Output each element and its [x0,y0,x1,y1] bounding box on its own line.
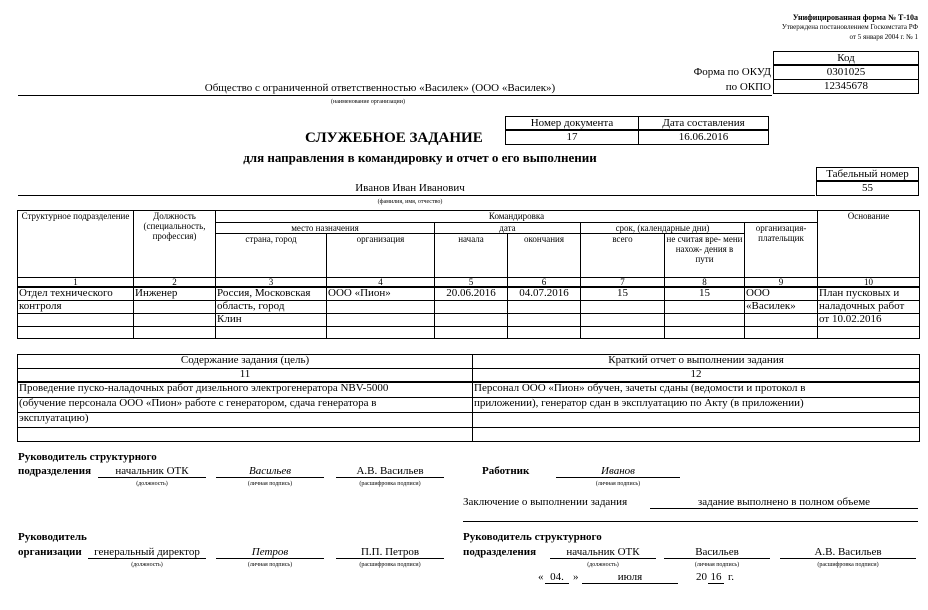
goal-cell: эксплуатацию) [18,413,473,428]
caption-signature: (личная подпись) [247,481,293,487]
goal-cell: Проведение пуско-наладочных работ дизельного электрогенератора NBV-5000 [18,382,473,398]
table-cell: контроля [18,300,134,313]
caption-position: (должность) [131,562,163,568]
table-row [18,428,920,442]
dept-head-label-1: Руководитель структурного [18,451,157,463]
table-row [18,326,920,338]
table-cell: область, город [216,300,327,313]
table-cell [508,300,581,313]
table-cell [745,313,818,326]
table-cell [665,300,745,313]
table-cell: ООО [745,287,818,300]
caption-name: (расшифровка подписи) [359,562,421,568]
org-head-label-1: Руководитель [18,531,87,543]
unified-form-line1: Унифицированная форма № Т-10а [792,13,918,22]
th-end: окончания [508,234,581,278]
col-number: 12 [473,369,920,382]
conclusion-text: задание выполнено в полном объеме [650,496,918,509]
doc-date: 16.06.2016 [639,130,769,144]
table-row [18,287,920,300]
date-month: июля [582,571,678,584]
table-row [18,313,920,326]
table-cell: 15 [665,287,745,300]
table-cell [581,326,665,338]
conclusion-label: Заключение о выполнении задания [463,496,628,508]
table-cell: ООО «Пион» [327,287,435,300]
unified-form-line3: от 5 января 2004 г. № 1 [849,33,918,41]
table-cell [508,326,581,338]
th-total: всего [581,234,665,278]
worker-signature: Иванов [556,465,680,478]
goal-cell: (обучение персонала ООО «Пион» работе с генератором, сдача генератора в [18,398,473,413]
table-row [18,398,920,413]
report-cell [473,413,920,428]
date-year: 16 [708,571,724,584]
caption-signature: (личная подпись) [247,562,293,568]
table-cell [818,326,920,338]
code-header: Код [774,52,919,66]
okpo-value: 12345678 [774,79,919,93]
dept-head-label-2: подразделения [18,465,92,477]
caption-position: (должность) [136,481,168,487]
table-cell [134,300,216,313]
tab-number-label: Табельный номер [817,168,919,182]
table-cell: Россия, Московская [216,287,327,300]
date-open-quote: « [538,571,544,583]
org-head-name: П.П. Петров [336,546,444,559]
dept-head2-label-1: Руководитель структурного [463,531,602,543]
dept-head-position: начальник ОТК [98,465,206,478]
table-cell: 04.07.2016 [508,287,581,300]
table-cell [216,326,327,338]
dept-head2-label-2: подразделения [463,546,537,558]
table-cell [581,313,665,326]
th-date: дата [435,223,581,234]
table-cell [508,313,581,326]
col-number: 2 [134,278,216,288]
caption-name: (расшифровка подписи) [817,562,879,568]
th-start: начала [435,234,508,278]
doc-date-label: Дата составления [639,117,769,131]
col-number: 4 [327,278,435,288]
dept-head-signature: Васильев [216,465,324,478]
col-number: 5 [435,278,508,288]
report-cell [473,428,920,442]
th-position: Должность (специальность, профессия) [134,211,216,278]
report-cell: Персонал ООО «Пион» обучен, зачеты сданы (ведомости и протокол в [473,382,920,398]
doc-title: СЛУЖЕБНОЕ ЗАДАНИЕ [305,130,483,146]
dept-head2-position: начальник ОТК [550,546,656,559]
th-basis: Основание [818,211,920,278]
report-cell: приложении), генератор сдан в эксплуатацию по Акту (в приложении) [473,398,920,413]
goal-cell [18,428,473,442]
codes-table [773,51,919,94]
tab-number: 55 [817,181,919,195]
okud-label: Форма по ОКУД [693,66,771,78]
doc-number: 17 [506,130,639,144]
unified-form-line2: Утверждена постановлением Госкомстата РФ [781,23,918,31]
th-org: организация [327,234,435,278]
th-dept: Структурное подразделение [18,211,134,278]
tab-number-table [816,167,919,196]
table-cell [665,326,745,338]
col-number: 10 [818,278,920,288]
date-close-quote: » [573,571,579,583]
th-trip: Командировка [216,211,818,223]
table-cell [327,326,435,338]
table-cell: Отдел технического [18,287,134,300]
col-number: 11 [18,369,473,382]
employee-name-caption: (фамилия, имя, отчество) [377,199,443,205]
th-goal: Содержание задания (цель) [18,355,473,369]
caption-signature: (личная подпись) [694,562,740,568]
col-number: 6 [508,278,581,288]
table-cell [435,326,508,338]
doc-number-label: Номер документа [506,117,639,131]
table-cell: 15 [581,287,665,300]
caption-signature: (личная подпись) [595,481,641,487]
table-row [18,300,920,313]
table-cell [134,313,216,326]
col-number: 7 [581,278,665,288]
okud-value: 0301025 [774,65,919,79]
org-head-signature: Петров [216,546,324,559]
employee-name: Иванов Иван Иванович [355,182,465,194]
table-cell [435,300,508,313]
th-place: место назначения [216,223,435,234]
th-payer: организация- плательщик [745,223,818,278]
date-day: 04. [545,571,569,584]
table-cell [18,326,134,338]
table-row [18,382,920,398]
table-cell: План пусковых и [818,287,920,300]
table-cell: «Василек» [745,300,818,313]
date-year-prefix: 20 [696,571,707,583]
task-report-table [17,354,920,442]
th-excluding: не считая вре- мени нахож- дения в пути [665,234,745,278]
organization-caption: (наименование организации) [331,99,405,105]
table-cell [327,313,435,326]
col-number: 3 [216,278,327,288]
table-cell: 20.06.2016 [435,287,508,300]
table-cell [18,313,134,326]
table-cell [581,300,665,313]
table-cell [745,326,818,338]
okpo-label: по ОКПО [725,81,771,93]
doc-number-date-table [505,116,769,145]
table-cell [327,300,435,313]
table-cell: от 10.02.2016 [818,313,920,326]
table-cell [134,326,216,338]
table-cell: Инженер [134,287,216,300]
col-number: 9 [745,278,818,288]
trip-table [17,210,920,339]
col-number: 1 [18,278,134,288]
th-report: Краткий отчет о выполнении задания [473,355,920,369]
dept-head2-name: А.В. Васильев [780,546,916,559]
dept-head2-signature: Васильев [664,546,770,559]
col-number: 8 [665,278,745,288]
table-cell: Клин [216,313,327,326]
organization-name: Общество с ограниченной ответственностью «Василек» (ООО «Василек») [204,82,556,94]
table-cell [665,313,745,326]
table-row [18,413,920,428]
doc-subtitle: для направления в командировку и отчет о его выполнении [243,150,597,165]
org-head-position: генеральный директор [88,546,206,559]
date-year-unit: г. [728,571,735,583]
org-head-label-2: организации [18,546,82,558]
table-cell: наладочных работ [818,300,920,313]
table-cell [435,313,508,326]
caption-name: (расшифровка подписи) [359,481,421,487]
worker-label: Работник [482,465,530,477]
dept-head-name: А.В. Васильев [336,465,444,478]
caption-position: (должность) [587,562,619,568]
th-term: срок, (календарные дни) [581,223,745,234]
th-country: страна, город [216,234,327,278]
